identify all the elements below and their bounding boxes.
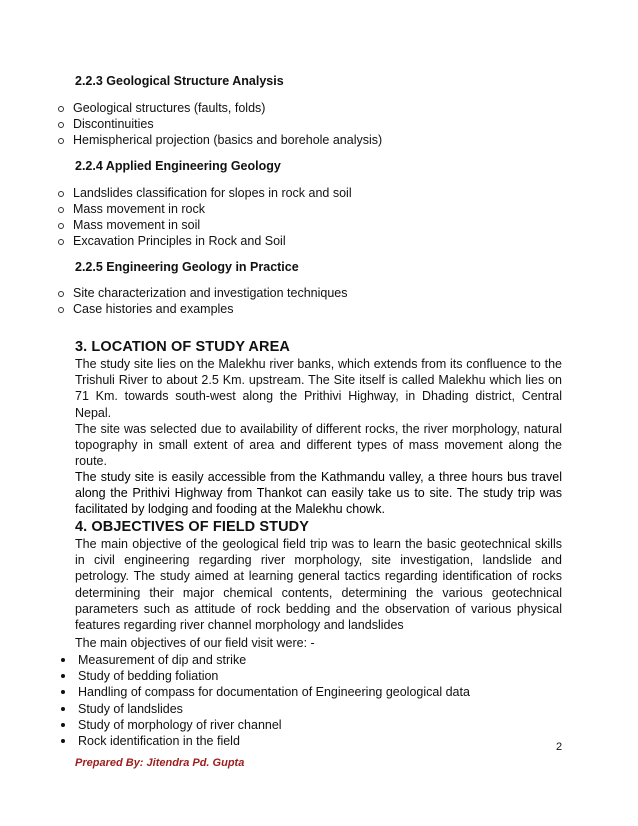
list-item: Mass movement in soil (0, 217, 352, 233)
footer-author: Prepared By: Jitendra Pd. Gupta (75, 757, 245, 769)
section-2-2-4-heading: 2.2.4 Applied Engineering Geology (75, 159, 281, 173)
list-item: Rock identification in the field (0, 733, 470, 749)
list-item: Study of morphology of river channel (0, 717, 470, 733)
section-2-2-3-heading: 2.2.3 Geological Structure Analysis (75, 74, 284, 88)
list-item: Geological structures (faults, folds) (0, 100, 382, 116)
list-item: Discontinuities (0, 116, 382, 132)
list-item: Hemispherical projection (basics and borehole analysis) (0, 132, 382, 148)
location-paragraph-3: The study site is easily accessible from the Kathmandu valley, a three hours bus travel along the Prithivi Highway from Thankot can easily take us to site. The study trip was facilitated by lodging and fooding at the Malekhu chowk. (75, 470, 562, 517)
objectives-list (0, 652, 470, 749)
list-item: Mass movement in rock (0, 201, 352, 217)
location-paragraph-2: The site was selected due to availability of different rocks, the river morphology, natural topography in small extent of area and different types of mass movement along the route. (75, 422, 562, 469)
list-item: Study of bedding foliation (0, 668, 470, 684)
objectives-paragraph-1: The main objective of the geological field trip was to learn the basic geotechnical skills in civil engineering regarding river morphology, site investigation, landslide and petrology. The study aimed at learning general tactics regarding identification of rocks determining their major chemical contents, determining the various geotechnical parameters such as attitude of rock bedding and the observation of various physical features regarding river channel morphology and landslides (75, 537, 562, 633)
objectives-heading: 4. OBJECTIVES OF FIELD STUDY (75, 519, 310, 535)
section-2-2-3-list (0, 100, 382, 148)
section-2-2-5-heading: 2.2.5 Engineering Geology in Practice (75, 260, 299, 274)
list-item: Handling of compass for documentation of Engineering geological data (0, 684, 470, 700)
location-paragraph-1: The study site lies on the Malekhu river banks, which extends from its confluence to the Trishuli River to about 2.5 Km. upstream. The Site itself is called Malekhu which lies on 71 Km. towards south-west along the Prithivi Highway, in Dhading district, Central Nepal. (75, 357, 562, 420)
list-item: Case histories and examples (0, 301, 347, 317)
list-item: Landslides classification for slopes in rock and soil (0, 185, 352, 201)
list-item: Excavation Principles in Rock and Soil (0, 233, 352, 249)
page-number: 2 (556, 741, 563, 753)
section-2-2-5-list (0, 285, 347, 317)
list-item: Measurement of dip and strike (0, 652, 470, 668)
list-item: Study of landslides (0, 701, 470, 717)
location-heading: 3. LOCATION OF STUDY AREA (75, 339, 290, 355)
objectives-paragraph-2: The main objectives of our field visit were: - (75, 636, 315, 650)
list-item: Site characterization and investigation techniques (0, 285, 347, 301)
section-2-2-4-list (0, 185, 352, 249)
